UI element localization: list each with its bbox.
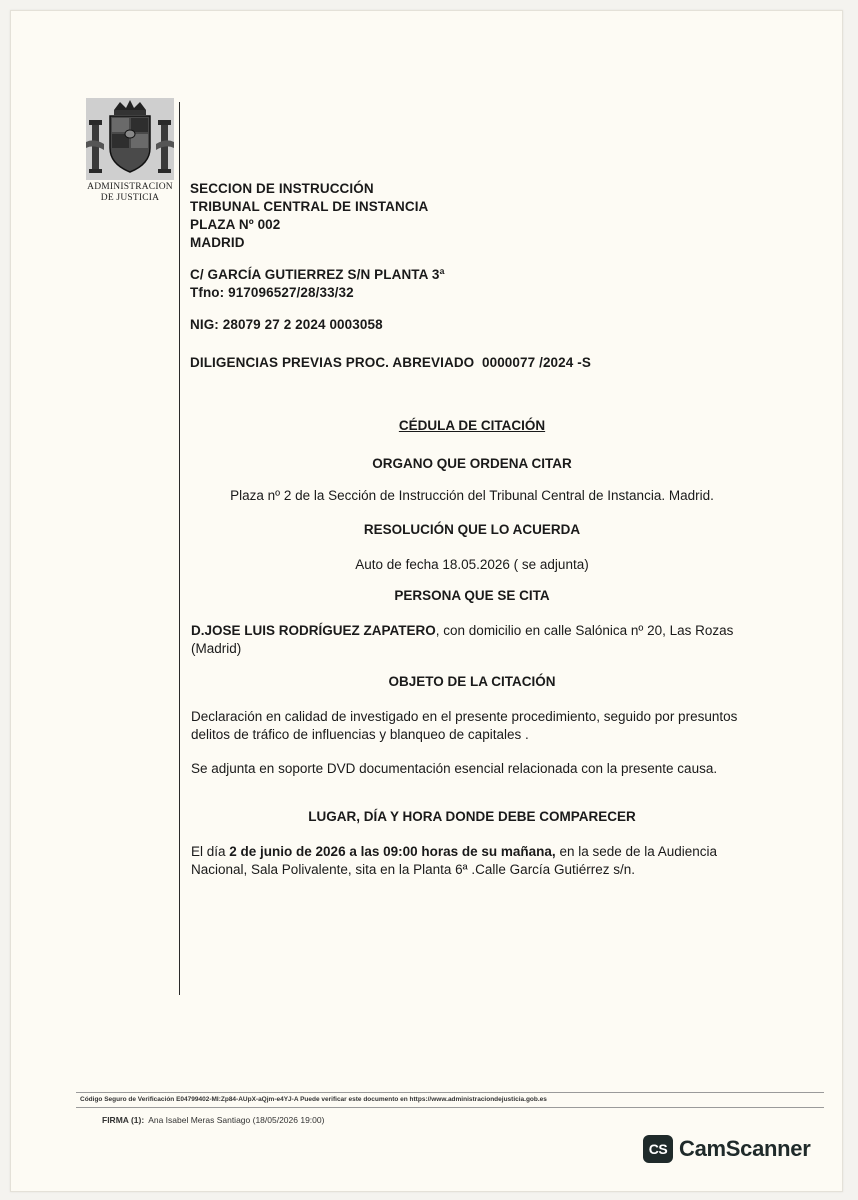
- section-heading-object: OBJETO DE LA CITACIÓN: [388, 674, 556, 689]
- court-address: [190, 266, 445, 302]
- phone-line: Tfno: 917096527/28/33/32: [190, 285, 354, 300]
- crest-caption-line: DE JUSTICIA: [100, 193, 160, 203]
- signature-line: [102, 1115, 324, 1125]
- verification-code: Código Seguro de Verificación E04799402-MI:Zp84-AUpX-aQjm-e4YJ-A Puede verificar este documento en https://www.administraciondejusticia.gob.es: [80, 1096, 547, 1103]
- signature-label: FIRMA (1):: [102, 1115, 145, 1125]
- camscanner-logo-icon: CS: [643, 1135, 673, 1163]
- section-heading-person: PERSONA QUE SE CITA: [394, 588, 550, 603]
- case-reference: DILIGENCIAS PREVIAS PROC. ABREVIADO 0000077 /2024 -S: [190, 355, 591, 370]
- signature-value: Ana Isabel Meras Santiago (18/05/2026 19:00): [148, 1115, 325, 1125]
- court-header: [190, 180, 428, 252]
- camscanner-brand: CamScanner: [679, 1136, 811, 1161]
- court-line: PLAZA Nº 002: [190, 217, 281, 232]
- person-name: D.JOSE LUIS RODRÍGUEZ ZAPATERO: [191, 623, 436, 638]
- crest-caption: [72, 182, 188, 204]
- appearance-date: 2 de junio de 2026 a las 09:00 horas de su mañana,: [229, 844, 556, 859]
- place-prefix: El día: [191, 844, 230, 859]
- footer-rule: [76, 1092, 824, 1093]
- court-line: TRIBUNAL CENTRAL DE INSTANCIA: [190, 199, 429, 214]
- camscanner-watermark: [643, 1134, 811, 1164]
- person-address: , con domicilio en calle Salónica nº 20, Las Rozas (Madrid): [191, 623, 734, 656]
- person-text: [191, 622, 761, 657]
- document-title: CÉDULA DE CITACIÓN: [398, 418, 546, 433]
- section-heading-organ: ORGANO QUE ORDENA CITAR: [372, 456, 572, 471]
- footer-rule: [76, 1107, 824, 1108]
- place-details: en la sede de la Audiencia Nacional, Sala Polivalente, sita en la Planta 6ª .Calle García Gutiérrez s/n.: [191, 844, 718, 877]
- resolution-text: Auto de fecha 18.05.2026 ( se adjunta): [355, 557, 589, 572]
- section-heading-place: LUGAR, DÍA Y HORA DONDE DEBE COMPARECER: [308, 809, 636, 824]
- object-text: Declaración en calidad de investigado en el presente procedimiento, seguido por presuntos delitos de tráfico de influencias y blanqueo de capitales .: [191, 709, 738, 742]
- nig-number: NIG: 28079 27 2 2024 0003058: [190, 317, 383, 332]
- crest-caption-line: ADMINISTRACION: [87, 182, 173, 192]
- coat-of-arms-emblem: [86, 98, 174, 180]
- place-text: [191, 843, 761, 878]
- court-line: MADRID: [190, 235, 245, 250]
- court-line: SECCION DE INSTRUCCIÓN: [190, 181, 374, 196]
- address-line: C/ GARCÍA GUTIERREZ S/N PLANTA 3ª: [190, 267, 445, 282]
- attachment-text: Se adjunta en soporte DVD documentación esencial relacionada con la presente causa.: [191, 761, 718, 776]
- section-heading-resolution: RESOLUCIÓN QUE LO ACUERDA: [363, 522, 581, 537]
- margin-rule: [179, 102, 180, 995]
- organ-text: Plaza nº 2 de la Sección de Instrucción del Tribunal Central de Instancia. Madrid.: [230, 488, 714, 503]
